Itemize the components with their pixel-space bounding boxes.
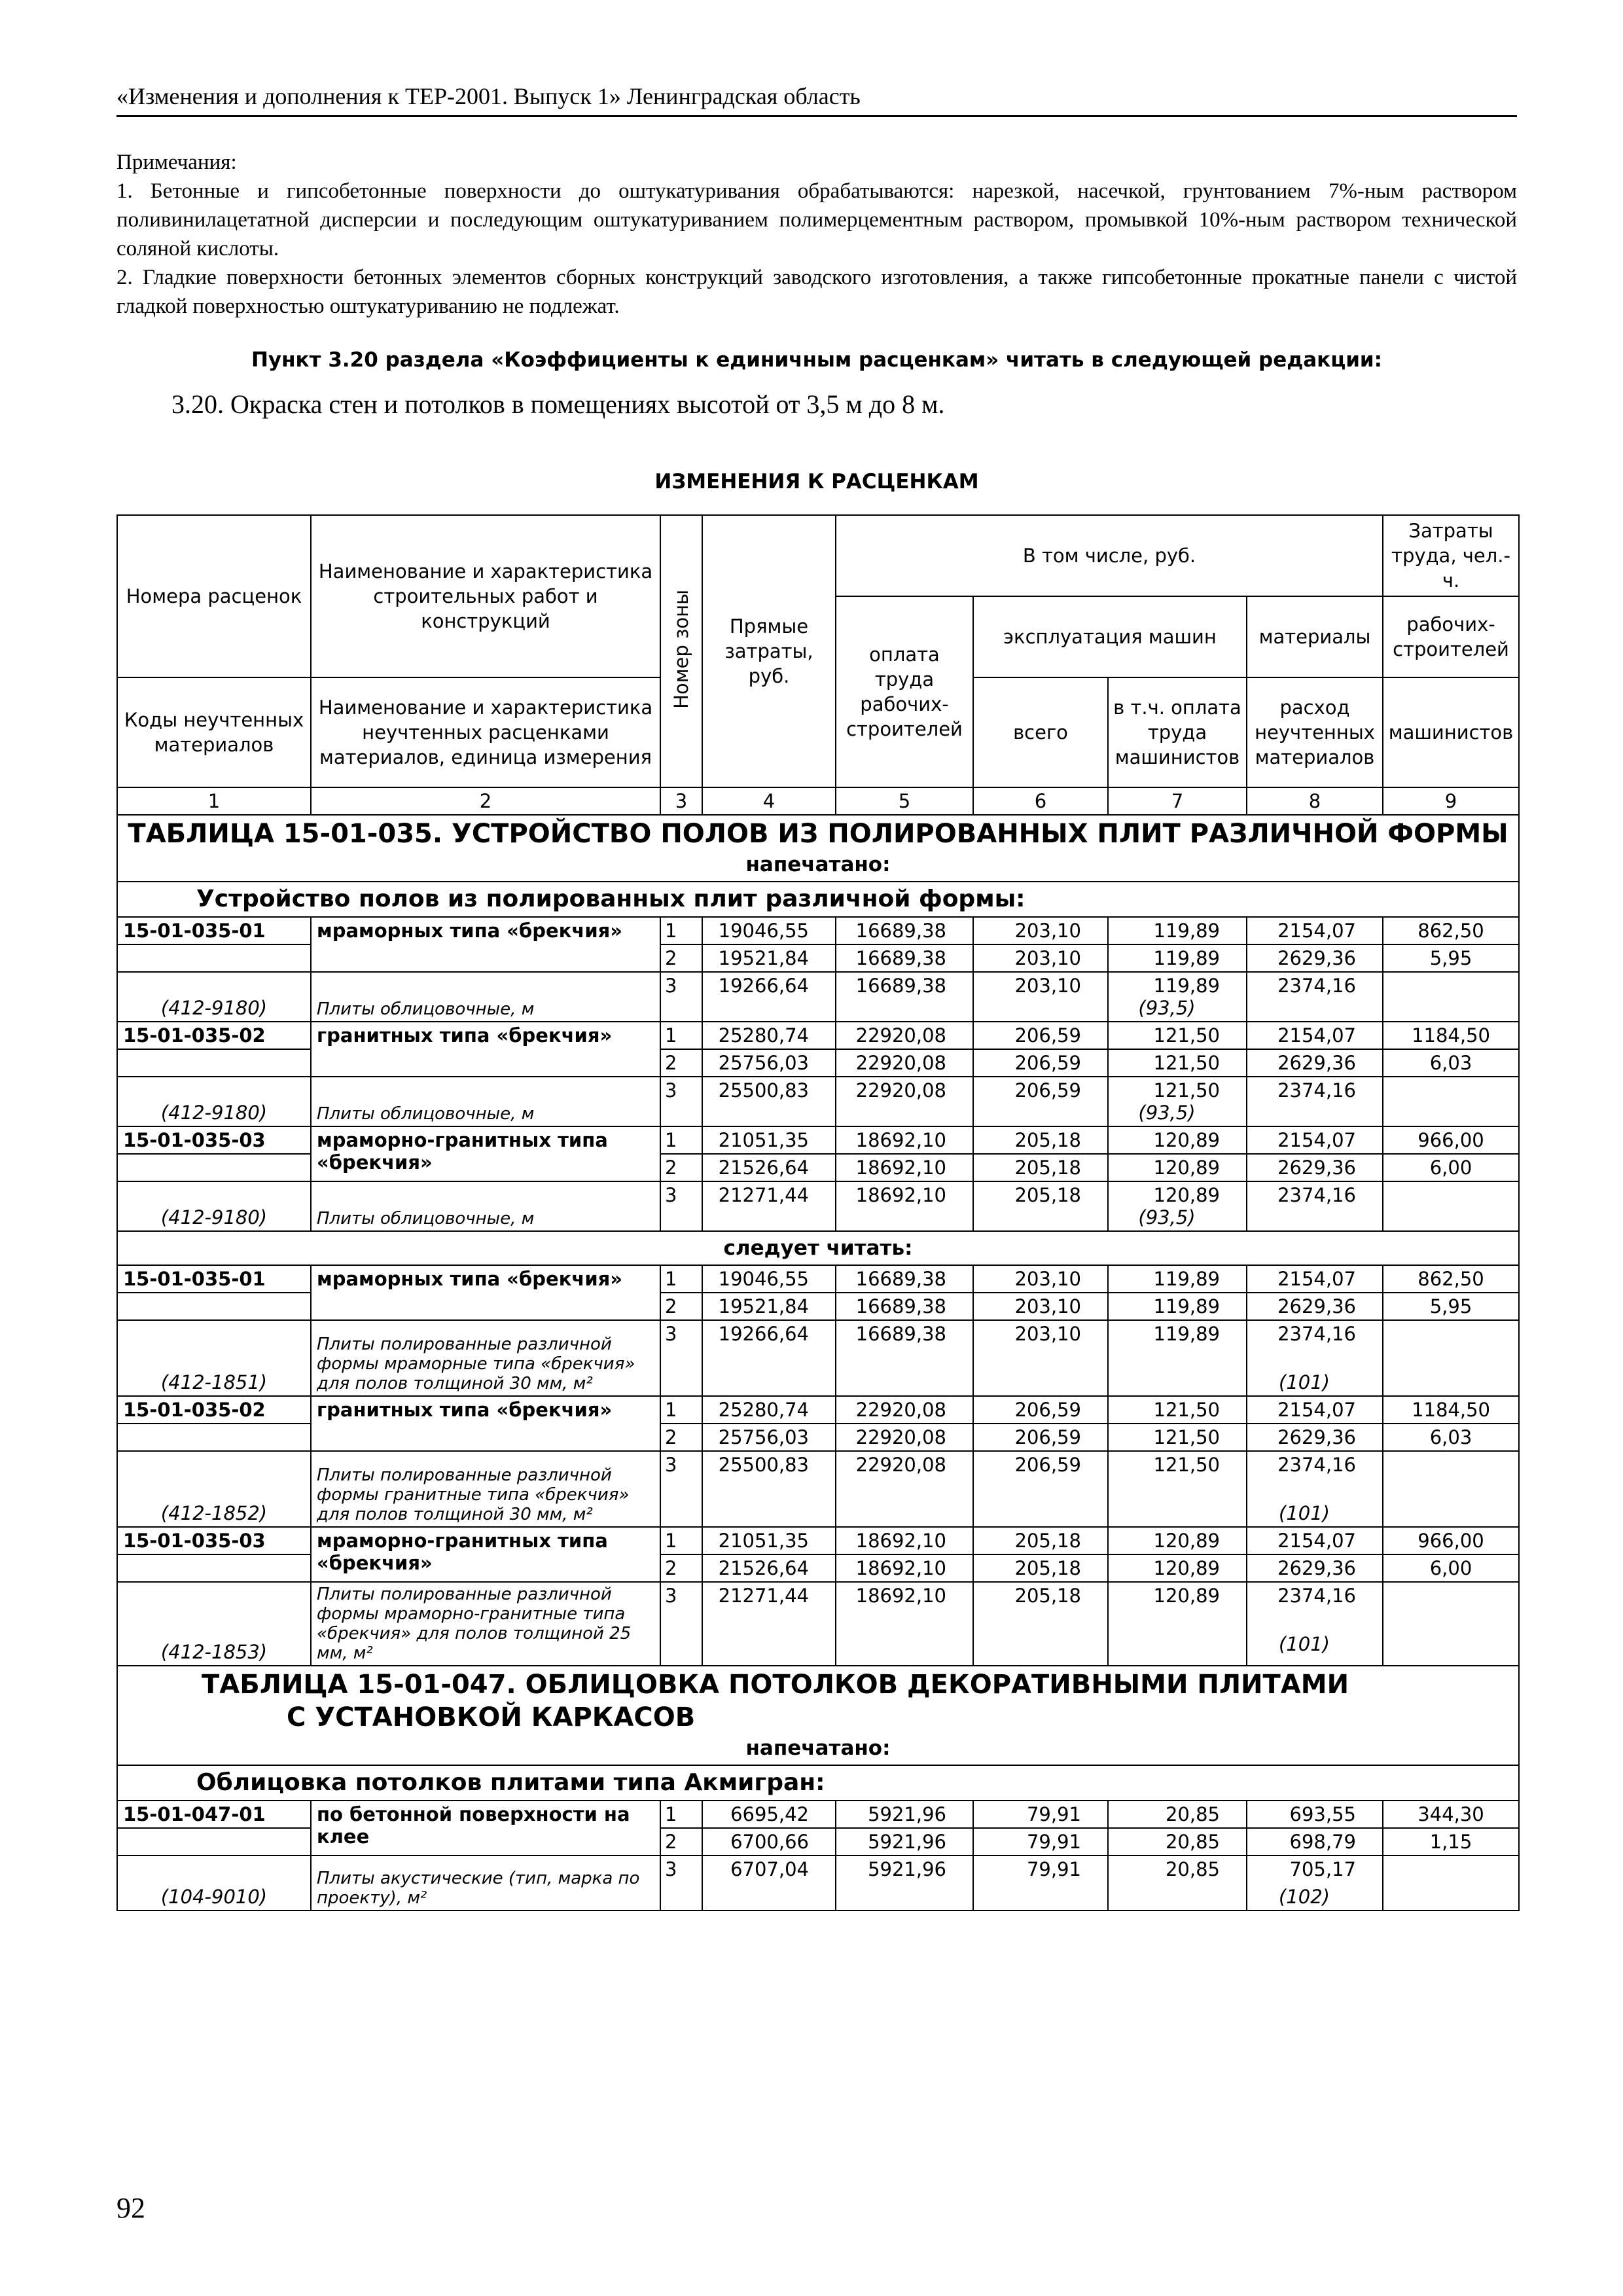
work-name: мраморно-гранитных типа «брекчия» [311,1126,660,1181]
th-num: 5 [836,787,973,815]
th-num: 4 [702,787,836,815]
rate-code: 15-01-035-01 [117,1265,311,1293]
section-printed-label: напечатано: [745,853,891,876]
running-header: «Изменения и дополнения к ТЕР-2001. Выпуск 1» Ленинградская область [116,83,861,109]
direct-costs: 25500,83 [702,1451,836,1527]
zone-number: 3 [660,1856,702,1910]
zone-number: 1 [660,1801,702,1828]
spacer [117,1049,311,1077]
rate-row [117,1856,1519,1910]
material-consumption: (101) [1279,1371,1330,1393]
material-name [311,972,660,1022]
materials: 2629,36 [1247,1424,1383,1451]
materials [1247,1320,1383,1396]
material-name [311,1451,660,1527]
machine-total: 203,10 [973,1293,1108,1320]
material-name [311,1582,660,1666]
material-code [117,1451,311,1527]
th-pay: оплата труда рабочих-строителей [836,596,973,787]
zone-number: 2 [660,1554,702,1582]
machine-total: 206,59 [973,1424,1108,1451]
rate-row [117,1181,1519,1231]
machinist-pay: 120,89 [1108,1154,1247,1181]
material-name-text: Плиты облицовочные, м [317,1104,535,1124]
material-name [311,1077,660,1126]
direct-costs: 21051,35 [702,1527,836,1554]
labor-machinists: 6,03 [1383,1424,1519,1451]
labor-pay: 18692,10 [836,1181,973,1231]
labor-machinists: 6,00 [1383,1554,1519,1582]
labor-pay: 22920,08 [836,1077,973,1126]
labor-pay: 5921,96 [836,1828,973,1856]
rate-code: 15-01-047-01 [117,1801,311,1828]
th-machpay: в т.ч. оплата труда машинистов [1108,677,1247,787]
machine-total: 79,91 [973,1856,1108,1910]
changes-table [116,514,1520,1911]
labor-pay: 18692,10 [836,1554,973,1582]
direct-costs: 21526,64 [702,1154,836,1181]
th-uname: Наименование и характеристика неучтенных расценками материалов, единица измерения [311,677,660,787]
th-num: 7 [1108,787,1247,815]
machinist-pay: 20,85 [1108,1801,1247,1828]
spacer [117,1828,311,1856]
materials-value: 2374,16 [1277,975,1357,997]
th-mach: эксплуатация машин [973,596,1247,677]
rate-row [117,972,1519,1022]
material-code-text: (412-1853) [160,1641,268,1663]
labor-pay: 16689,38 [836,1320,973,1396]
material-name-text: Плиты полированные различной формы мраморные типа «брекчия» для полов толщиной 30 мм, м² [317,1335,635,1393]
direct-costs: 6695,42 [702,1801,836,1828]
machinist-pay [1108,1320,1247,1396]
material-name-text: Плиты полированные различной формы мраморно-гранитные типа «брекчия» для полов толщиной 25 мм, м² [317,1585,632,1663]
work-name: гранитных типа «брекчия» [311,1396,660,1451]
rate-row [117,1451,1519,1527]
material-name [311,1856,660,1910]
materials: 2629,36 [1247,944,1383,972]
labor-pay: 22920,08 [836,1049,973,1077]
machinist-pay [1108,972,1247,1022]
rate-row [117,917,1519,944]
material-code [117,1320,311,1396]
machinist-pay: 120,89 [1108,1554,1247,1582]
machinist-pay: 121,50 [1108,1396,1247,1424]
direct-costs: 25280,74 [702,1396,836,1424]
material-code-text: (412-1852) [160,1502,268,1524]
machine-total: 206,59 [973,1451,1108,1527]
material-code [117,1856,311,1910]
machine-total: 203,10 [973,944,1108,972]
zone-number: 2 [660,944,702,972]
labor-machinists: 5,95 [1383,1293,1519,1320]
rate-row [117,1801,1519,1828]
labor-empty [1383,972,1519,1022]
machinist-pay-value: 119,89 [1153,1323,1220,1345]
materials-value: 705,17 [1289,1858,1357,1880]
th-consum: расход неучтенных материалов [1247,677,1383,787]
machine-total: 203,10 [973,972,1108,1022]
work-name: по бетонной поверхности на клее [311,1801,660,1856]
materials: 2154,07 [1247,1126,1383,1154]
labor-pay: 16689,38 [836,917,973,944]
machine-total: 79,91 [973,1801,1108,1828]
labor-pay: 18692,10 [836,1154,973,1181]
materials: 2154,07 [1247,917,1383,944]
material-consumption: (102) [1279,1886,1330,1908]
materials [1247,1582,1383,1666]
th-incl: В том числе, руб. [836,515,1383,596]
group-heading: Облицовка потолков плитами типа Акмигран: [117,1765,1519,1801]
rate-row [117,1126,1519,1154]
labor-pay: 18692,10 [836,1582,973,1666]
th-num: 1 [117,787,311,815]
machinist-pay: 119,89 [1108,1293,1247,1320]
machinist-pay-value: 120,89 [1153,1184,1220,1206]
direct-costs: 21526,64 [702,1554,836,1582]
group-heading: Устройство полов из полированных плит различной формы: [117,882,1519,917]
rate-row [117,1320,1519,1396]
direct-costs: 19521,84 [702,1293,836,1320]
machine-total: 203,10 [973,917,1108,944]
th-total: всего [973,677,1108,787]
direct-costs: 19266,64 [702,972,836,1022]
machinist-pay [1108,1582,1247,1666]
machine-total: 206,59 [973,1049,1108,1077]
machine-total: 206,59 [973,1077,1108,1126]
machine-total: 205,18 [973,1126,1108,1154]
p320-text: 3.20. Окраска стен и потолков в помещениях высотой от 3,5 м до 8 м. [171,389,945,419]
machine-total: 205,18 [973,1181,1108,1231]
machine-total: 205,18 [973,1582,1108,1666]
rate-code: 15-01-035-03 [117,1126,311,1154]
materials-value: 2374,16 [1277,1184,1357,1206]
note-item-1: 1. Бетонные и гипсобетонные поверхности до оштукатуривания обрабатываются: нарезкой, насечкой, грунтованием 7%-ным раствором поливинилацетатной дисперсии и последующим оштукатуриванием полимерцементным раствором, промывкой 10%-ным раствором технической соляной кислоты. [116,179,1517,260]
table-body [117,515,1519,1910]
zone-number: 2 [660,1424,702,1451]
rate-code: 15-01-035-01 [117,917,311,944]
direct-costs: 6707,04 [702,1856,836,1910]
zone-number: 1 [660,1265,702,1293]
th-numbers: Номера расценок [117,515,311,677]
th-labor: Затраты труда, чел.-ч. [1383,515,1519,596]
direct-costs: 6700,66 [702,1828,836,1856]
page-number: 92 [116,2192,145,2224]
materials: 2629,36 [1247,1293,1383,1320]
zone-number: 3 [660,1320,702,1396]
labor-pay: 22920,08 [836,1022,973,1049]
material-consumption: (101) [1279,1502,1330,1524]
direct-costs: 25756,03 [702,1049,836,1077]
machine-total: 203,10 [973,1265,1108,1293]
materials: 2154,07 [1247,1265,1383,1293]
section-should-read [117,1231,1519,1265]
machinist-pay: 121,50 [1108,1049,1247,1077]
spacer [117,944,311,972]
th-zone-label: Номер зоны [670,589,692,709]
materials-value: 2374,16 [1277,1454,1357,1476]
material-consumption: (93,5) [1138,997,1196,1019]
machinist-pay: 20,85 [1108,1828,1247,1856]
material-code-text: (412-1851) [160,1371,268,1393]
material-consumption: (93,5) [1138,1102,1196,1124]
th-num: 9 [1383,787,1519,815]
labor-pay: 22920,08 [836,1424,973,1451]
labor-empty [1383,1582,1519,1666]
machinist-pay-value: 119,89 [1153,975,1220,997]
labor-workers: 344,30 [1383,1801,1519,1828]
table-title: ИЗМЕНЕНИЯ К РАСЦЕНКАМ [654,470,979,493]
direct-costs: 19046,55 [702,1265,836,1293]
th-workers: рабочих-строителей [1383,596,1519,677]
materials: 2154,07 [1247,1527,1383,1554]
labor-pay: 18692,10 [836,1527,973,1554]
material-consumption: (93,5) [1138,1206,1196,1229]
th-num: 2 [311,787,660,815]
machinist-pay: 119,89 [1108,944,1247,972]
machine-total: 206,59 [973,1396,1108,1424]
rate-row [117,1265,1519,1293]
labor-pay: 5921,96 [836,1856,973,1910]
direct-costs: 21051,35 [702,1126,836,1154]
materials-value: 2374,16 [1277,1323,1357,1345]
rate-row [117,1396,1519,1424]
zone-number: 3 [660,1181,702,1231]
machinist-pay [1108,1451,1247,1527]
section-printed-label: напечатано: [745,1736,891,1760]
materials: 2154,07 [1247,1396,1383,1424]
rate-row [117,1582,1519,1666]
direct-costs: 25500,83 [702,1077,836,1126]
rate-code: 15-01-035-03 [117,1527,311,1554]
labor-machinists: 6,03 [1383,1049,1519,1077]
labor-workers: 966,00 [1383,1527,1519,1554]
machinist-pay: 120,89 [1108,1527,1247,1554]
th-name: Наименование и характеристика строительных работ и конструкций [311,515,660,677]
th-direct: Прямые затраты, руб. [702,515,836,787]
th-num: 8 [1247,787,1383,815]
labor-pay: 18692,10 [836,1126,973,1154]
zone-number: 1 [660,1527,702,1554]
rate-row [117,1527,1519,1554]
section-title-line-1: ТАБЛИЦА 15-01-047. ОБЛИЦОВКА ПОТОЛКОВ ДЕКОРАТИВНЫМИ ПЛИТАМИ [202,1670,1349,1700]
rate-row [117,1077,1519,1126]
work-name: гранитных типа «брекчия» [311,1022,660,1077]
section-table-15-01-035 [117,815,1519,882]
machinist-pay: 119,89 [1108,1265,1247,1293]
material-code [117,1582,311,1666]
material-name-text: Плиты полированные различной формы гранитные типа «брекчия» для полов толщиной 30 мм, м² [317,1465,630,1524]
direct-costs: 19046,55 [702,917,836,944]
zone-number: 3 [660,1582,702,1666]
zone-number: 3 [660,1451,702,1527]
work-name: мраморных типа «брекчия» [311,917,660,972]
spacer [117,1154,311,1181]
machinist-pay-value: 121,50 [1153,1079,1220,1102]
direct-costs: 21271,44 [702,1181,836,1231]
th-num: 3 [660,787,702,815]
material-code-text: (104-9010) [160,1886,268,1908]
th-mat: материалы [1247,596,1383,677]
labor-pay: 16689,38 [836,972,973,1022]
th-num: 6 [973,787,1108,815]
machinist-pay-value: 20,85 [1165,1858,1220,1880]
labor-workers: 862,50 [1383,917,1519,944]
notes-block [116,148,1517,321]
material-code [117,1181,311,1231]
materials [1247,1077,1383,1126]
work-name: мраморно-гранитных типа «брекчия» [311,1527,660,1582]
machinist-pay [1108,1856,1247,1910]
materials: 2629,36 [1247,1049,1383,1077]
labor-pay: 16689,38 [836,1293,973,1320]
zone-number: 1 [660,1396,702,1424]
material-consumption: (101) [1279,1633,1330,1655]
labor-workers: 1184,50 [1383,1022,1519,1049]
direct-costs: 19521,84 [702,944,836,972]
material-code-text: (412-9180) [160,1102,268,1124]
machine-total: 205,18 [973,1527,1108,1554]
labor-machinists: 5,95 [1383,944,1519,972]
spacer [117,1554,311,1582]
direct-costs: 25756,03 [702,1424,836,1451]
material-name [311,1181,660,1231]
labor-workers: 966,00 [1383,1126,1519,1154]
materials [1247,1181,1383,1231]
materials-value: 2374,16 [1277,1079,1357,1102]
th-machinists: машинистов [1383,677,1519,787]
labor-workers: 1184,50 [1383,1396,1519,1424]
machinist-pay: 121,50 [1108,1022,1247,1049]
labor-pay: 22920,08 [836,1451,973,1527]
direct-costs: 19266,64 [702,1320,836,1396]
material-name [311,1320,660,1396]
machine-total: 203,10 [973,1320,1108,1396]
labor-workers: 862,50 [1383,1265,1519,1293]
machinist-pay [1108,1181,1247,1231]
zone-number: 1 [660,917,702,944]
machinist-pay-value: 121,50 [1153,1454,1220,1476]
machine-total: 205,18 [973,1154,1108,1181]
zone-number: 3 [660,972,702,1022]
materials [1247,1856,1383,1910]
zone-number: 2 [660,1828,702,1856]
material-code-text: (412-9180) [160,1206,268,1229]
material-name-text: Плиты акустические (тип, марка по проекту), м² [317,1869,640,1908]
machinist-pay: 120,89 [1108,1126,1247,1154]
materials: 2629,36 [1247,1154,1383,1181]
zone-number: 2 [660,1154,702,1181]
direct-costs: 21271,44 [702,1582,836,1666]
machinist-pay: 121,50 [1108,1424,1247,1451]
machinist-pay: 119,89 [1108,917,1247,944]
note-item-2: 2. Гладкие поверхности бетонных элементов сборных конструкций заводского изготовления, а также гипсобетонные прокатные панели с чистой гладкой поверхностью оштукатуриванию не подлежат. [116,266,1517,318]
zone-number: 2 [660,1049,702,1077]
zone-number: 1 [660,1022,702,1049]
rate-code: 15-01-035-02 [117,1396,311,1424]
zone-number: 2 [660,1293,702,1320]
section-title: ТАБЛИЦА 15-01-035. УСТРОЙСТВО ПОЛОВ ИЗ ПОЛИРОВАННЫХ ПЛИТ РАЗЛИЧНОЙ ФОРМЫ [128,819,1508,849]
machine-total: 205,18 [973,1554,1108,1582]
zone-number: 1 [660,1126,702,1154]
labor-pay: 22920,08 [836,1396,973,1424]
materials: 693,55 [1247,1801,1383,1828]
machinist-pay-value: 120,89 [1153,1585,1220,1607]
spacer [117,1293,311,1320]
materials: 2629,36 [1247,1554,1383,1582]
direct-costs: 25280,74 [702,1022,836,1049]
section-title-line-2: С УСТАНОВКОЙ КАРКАСОВ [287,1702,696,1732]
labor-machinists: 6,00 [1383,1154,1519,1181]
labor-empty [1383,1181,1519,1231]
notes-title: Примечания: [116,151,237,174]
machine-total: 79,91 [973,1828,1108,1856]
labor-pay: 16689,38 [836,1265,973,1293]
work-name: мраморных типа «брекчия» [311,1265,660,1320]
machinist-pay [1108,1077,1247,1126]
material-code-text: (412-9180) [160,997,268,1019]
header-rule [116,115,1517,117]
spacer [117,1424,311,1451]
materials: 2154,07 [1247,1022,1383,1049]
should-read-label: следует читать: [723,1236,913,1260]
p320-heading: Пункт 3.20 раздела «Коэффициенты к единичным расценкам» читать в следующей редакции: [251,348,1383,372]
material-code [117,972,311,1022]
zone-number: 3 [660,1077,702,1126]
section-table-15-01-047 [117,1666,1519,1765]
material-code [117,1077,311,1126]
labor-empty [1383,1320,1519,1396]
labor-empty [1383,1856,1519,1910]
labor-pay: 5921,96 [836,1801,973,1828]
labor-machinists: 1,15 [1383,1828,1519,1856]
labor-pay: 16689,38 [836,944,973,972]
material-name-text: Плиты облицовочные, м [317,1209,535,1229]
th-codes: Коды неучтенных материалов [117,677,311,787]
materials [1247,1451,1383,1527]
materials-value: 2374,16 [1277,1585,1357,1607]
rate-code: 15-01-035-02 [117,1022,311,1049]
materials [1247,972,1383,1022]
machine-total: 206,59 [973,1022,1108,1049]
material-name-text: Плиты облицовочные, м [317,999,535,1019]
materials: 698,79 [1247,1828,1383,1856]
labor-empty [1383,1077,1519,1126]
labor-empty [1383,1451,1519,1527]
rate-row [117,1022,1519,1049]
th-zone [660,515,702,787]
